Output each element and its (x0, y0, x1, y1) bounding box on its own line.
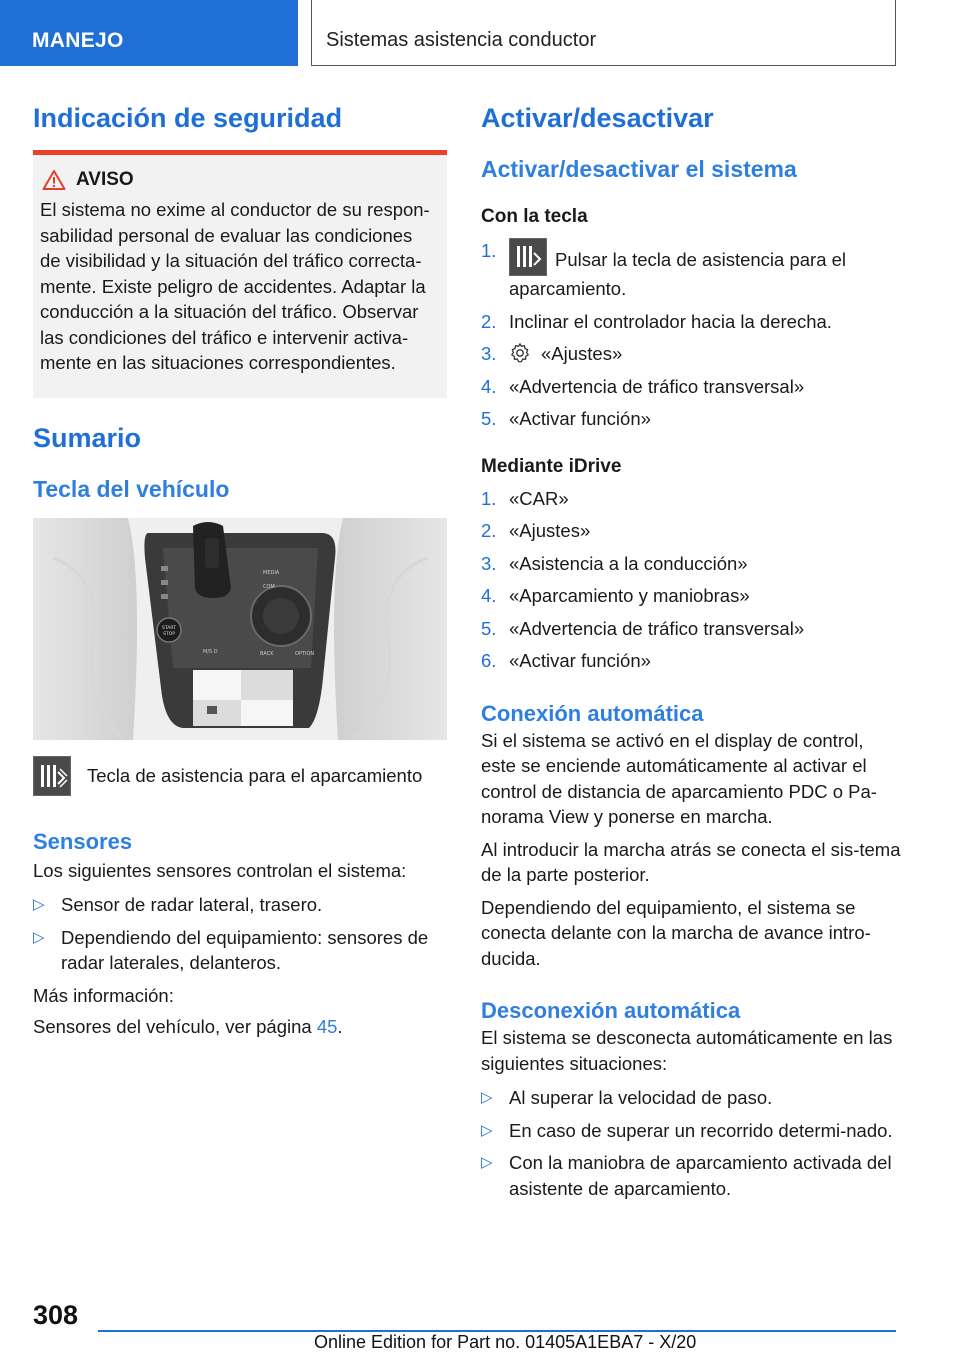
list-item: ▷ Sensor de radar lateral, trasero. (33, 894, 323, 915)
list-item: 1. Pulsar la tecla de asistencia para el aparcamiento. (481, 240, 847, 299)
auto-on-text-1: Si el sistema se activó en el display de control, este se enciende automáticamente al activar el control de distancia de aparcamiento PDC o Pa-norama View y ponerse en marcha. (481, 729, 877, 827)
list-item: ▷ Al superar la velocidad de paso. (481, 1087, 773, 1108)
list-item: 4. «Aparcamiento y maniobras» (481, 585, 750, 606)
list-item: 2. Inclinar el controlador hacia la derecha. (481, 310, 832, 332)
summary-heading: Sumario (33, 422, 142, 453)
warning-box (33, 150, 447, 398)
caption-text: Tecla de asistencia para el aparcamiento (87, 764, 423, 786)
photo-label-media: MEDIA (263, 569, 280, 576)
auto-off-heading: Desconexión automática (481, 998, 741, 1023)
list-item: 5. «Advertencia de tráfico transversal» (481, 617, 805, 639)
auto-on-text-3: Dependiendo del equipamiento, el sistema se conecta delante con la marcha de avance intro-ducida. (481, 896, 871, 969)
vehicle-key-heading: Tecla del vehículo (33, 475, 230, 502)
list-item: 4. «Advertencia de tráfico transversal» (481, 375, 805, 397)
activate-heading: Activar/desactivar (481, 103, 714, 133)
list-item: ▷ Dependiendo del equipamiento: sensores de radar laterales, delanteros. (33, 926, 429, 973)
photo-label-back: BACK (260, 650, 274, 657)
parking-assist-key-icon (33, 756, 71, 796)
activate-system-heading: Activar/desactivar el sistema (481, 156, 797, 182)
list-item: 1. «CAR» (481, 487, 569, 509)
list-item: 6. «Activar función» (481, 650, 651, 671)
sensors-heading: Sensores (33, 828, 133, 854)
with-key-heading: Con la tecla (481, 206, 588, 227)
list-item: 5. «Activar función» (481, 408, 651, 429)
auto-on-text-2: Al introducir la marcha atrás se conecta el sis-tema de la parte posterior. (481, 838, 901, 885)
sensors-intro: Los siguientes sensores controlan el sistema: (33, 859, 407, 881)
sensors-list (33, 892, 447, 976)
photo-label-ms: M/S D (203, 648, 218, 655)
gear-icon (509, 342, 531, 364)
key-steps-list (481, 238, 901, 432)
photo-label-com: COM (263, 583, 275, 590)
warning-text: El sistema no exime al conductor de su respon-sabilidad personal de evaluar las condiciones de visibilidad y la situación del tráfico correcta-mente. Existe peligro de accidentes. Adaptar la conducción a la situación del tráfico. Observar las condiciones del tráfico e intervenir activa-mente en las situaciones correspondientes. (40, 199, 430, 373)
warning-triangle-icon (42, 169, 66, 191)
list-item: ▷ Con la maniobra de aparcamiento activada del asistente de aparcamiento. (481, 1152, 892, 1199)
svg-text:START: START (162, 625, 176, 631)
warning-title (40, 169, 437, 191)
page-link[interactable]: 45 (316, 1016, 338, 1037)
chapter-tab: Sistemas asistencia conductor (311, 0, 896, 66)
center-console-illustration (33, 518, 447, 740)
cross-reference: Sensores del vehículo, ver página 45. (33, 1016, 343, 1037)
more-info-label: Más información: (33, 984, 174, 1006)
parking-assist-key-icon (509, 238, 547, 276)
section-tab: MANEJO (0, 0, 298, 66)
center-console-photo (33, 518, 447, 740)
list-item: 3. «Ajustes» (481, 343, 623, 364)
idrive-heading: Mediante iDrive (481, 455, 622, 477)
idrive-steps-list (481, 486, 901, 674)
safety-heading: Indicación de seguridad (33, 103, 343, 133)
svg-text:STOP: STOP (163, 631, 175, 637)
list-item: ▷ En caso de superar un recorrido determi-nado. (481, 1119, 893, 1141)
footer-edition: Online Edition for Part no. 01405A1EBA7 - X/20 (314, 1332, 697, 1352)
left-column (33, 100, 447, 1040)
auto-off-intro: El sistema se desconecta automáticamente en las siguientes situaciones: (481, 1027, 893, 1074)
list-item: 3. «Asistencia a la conducción» (481, 552, 748, 574)
warning-label: AVISO (76, 169, 134, 190)
auto-off-list (481, 1085, 901, 1201)
key-caption (33, 756, 447, 796)
page-number: 308 (33, 1300, 79, 1330)
photo-label-option: OPTION (295, 650, 315, 657)
right-column (481, 100, 901, 1208)
list-item: 2. «Ajustes» (481, 520, 591, 541)
auto-on-heading: Conexión automática (481, 700, 704, 726)
